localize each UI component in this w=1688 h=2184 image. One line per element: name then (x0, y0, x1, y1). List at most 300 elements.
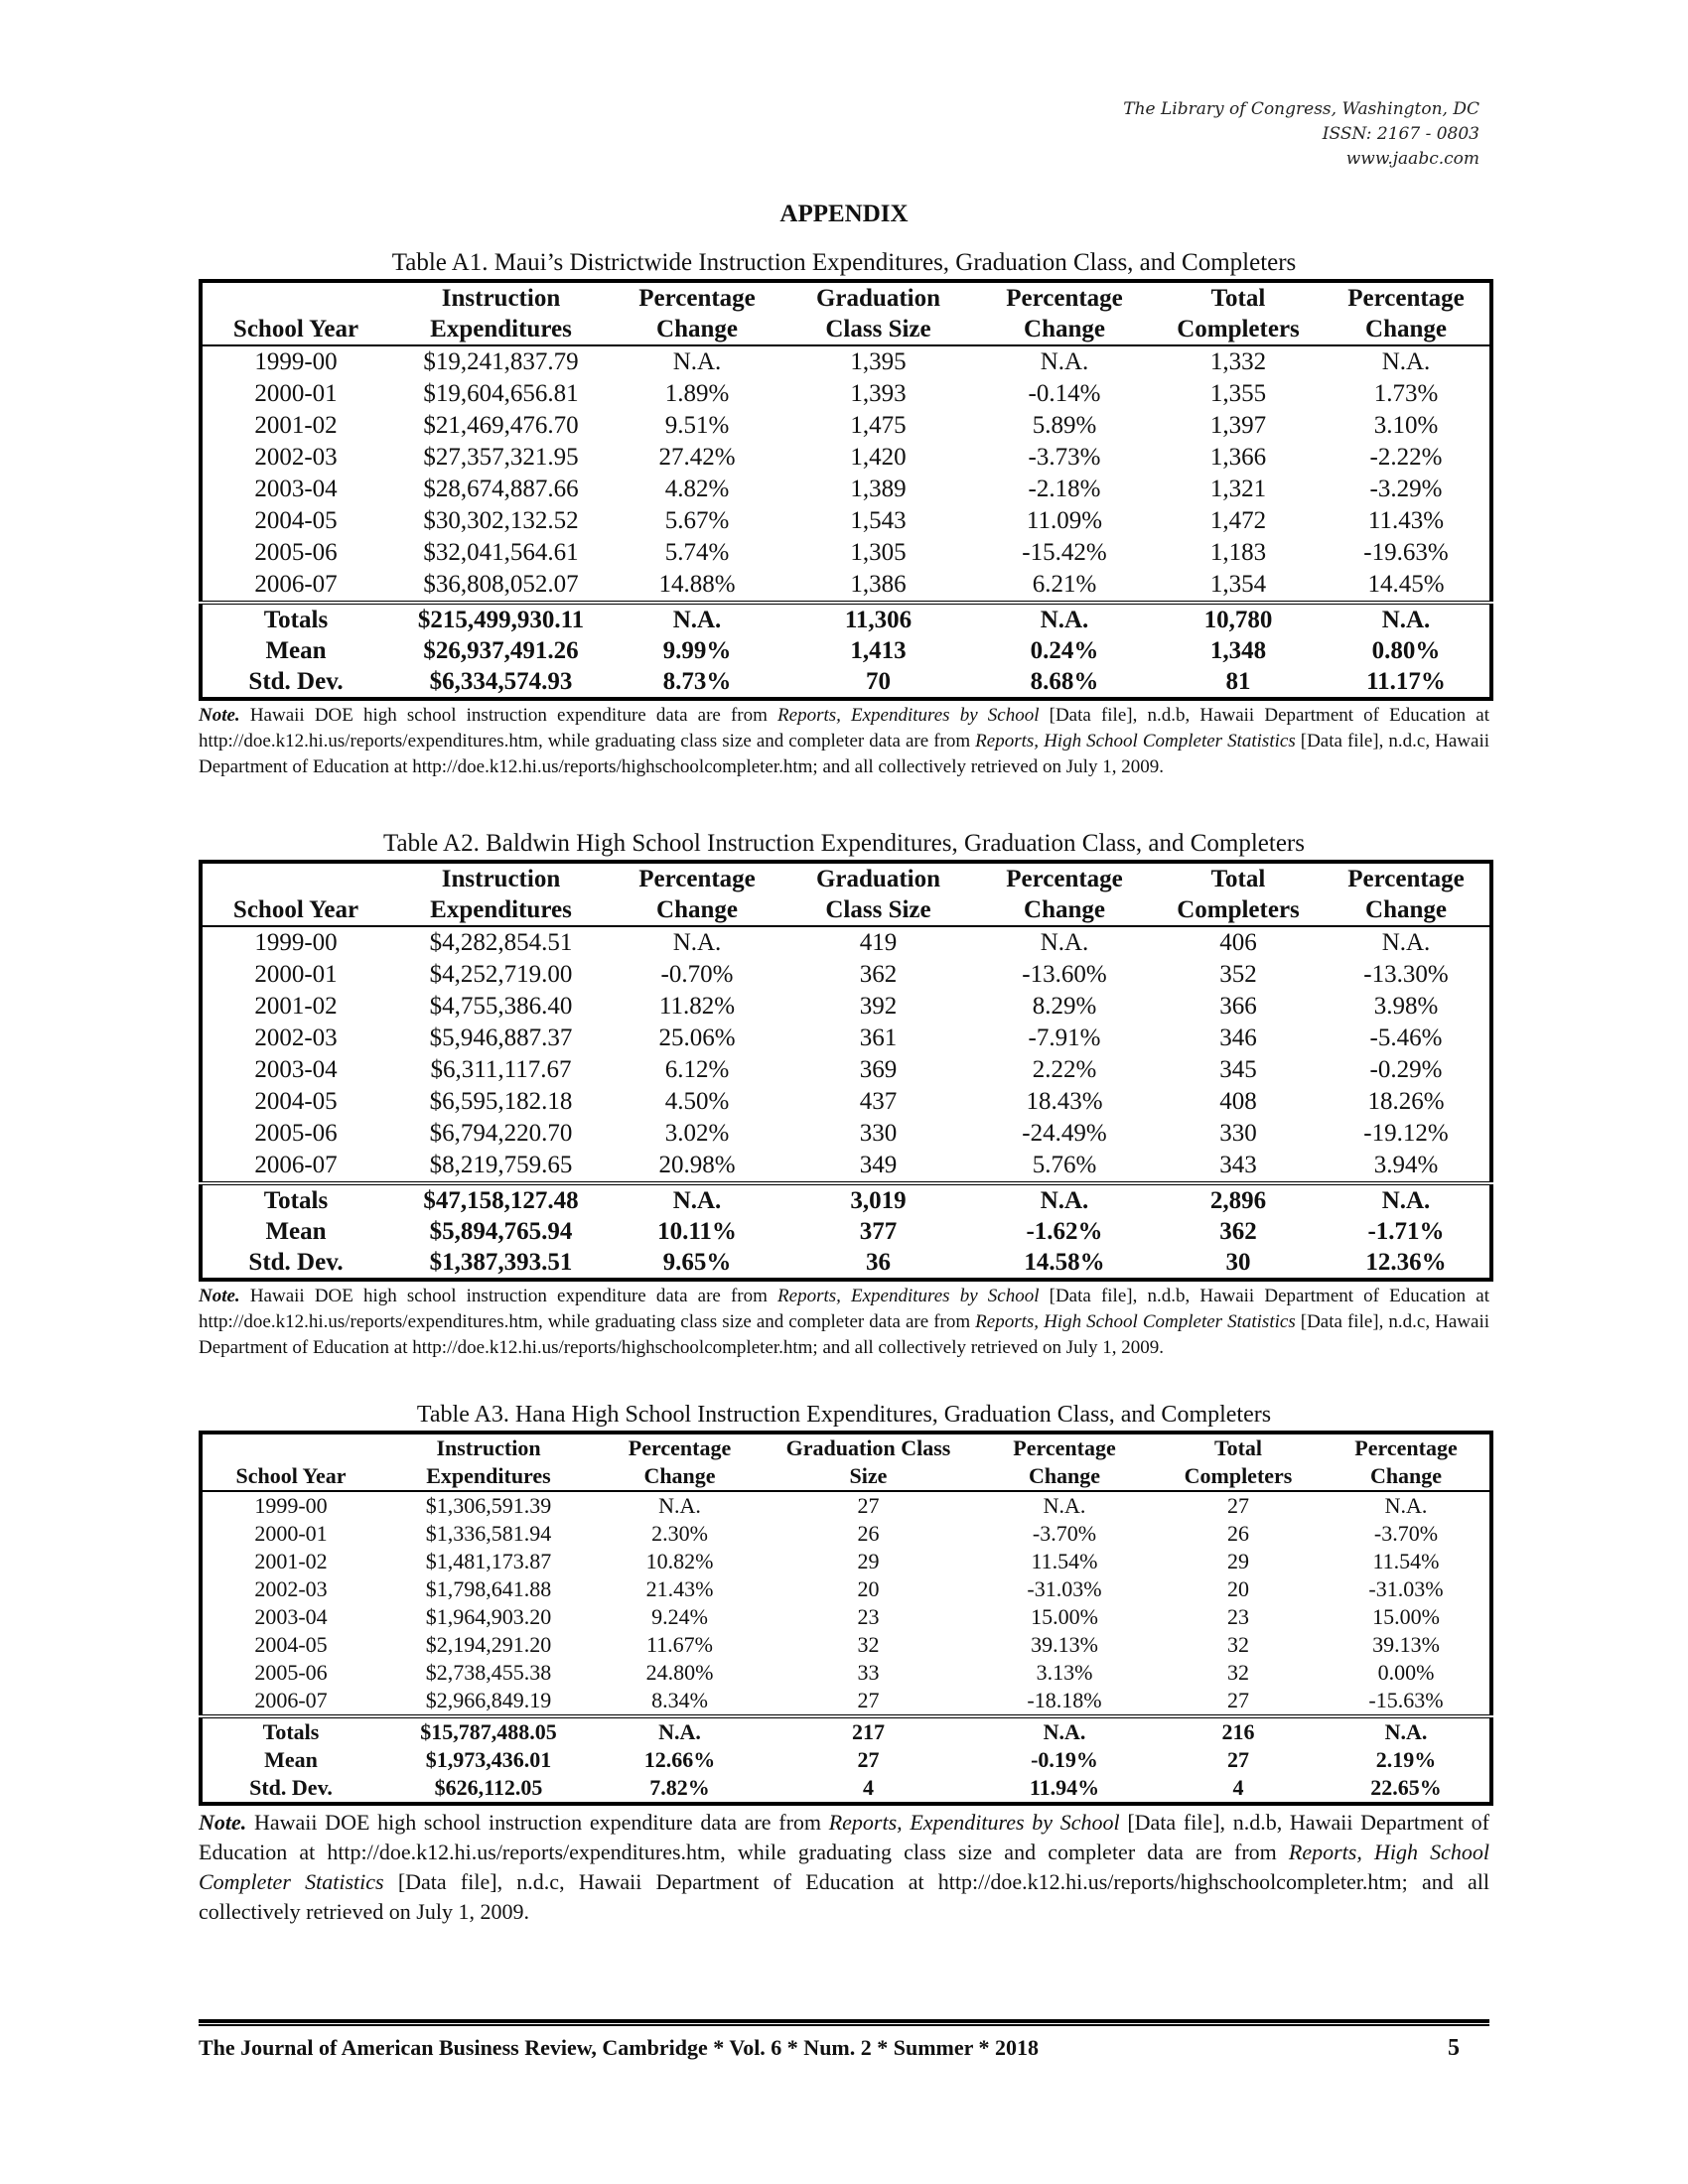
table-cell: 36 (866, 1249, 891, 1276)
table-cell: -0.29% (1369, 1056, 1443, 1083)
table-cell: 27.42% (658, 444, 736, 471)
table-cell: -31.03% (1027, 1576, 1102, 1601)
table-cell: $626,112.05 (434, 1775, 543, 1800)
table-cell: 27 (857, 1493, 880, 1518)
col-header: Total (1213, 1435, 1263, 1460)
table-cell: -2.18% (1028, 476, 1101, 502)
table-row (201, 1687, 1491, 1716)
table-cell: 29 (1227, 1549, 1249, 1573)
table-cell: 11.17% (1366, 668, 1446, 695)
row-label-cell: 2003-04 (254, 1056, 338, 1083)
summary-row (201, 1746, 1491, 1774)
table-caption: Table A1. Maui’s Districtwide Instruction Expenditures, Graduation Class, and Completers (391, 249, 1297, 276)
table-cell: 1,543 (850, 507, 907, 534)
note-source: Reports, Expenditures by School (777, 1286, 1040, 1306)
summary-row (201, 635, 1491, 666)
table-cell: 14.45% (1367, 571, 1445, 598)
col-header: Change (975, 1462, 1154, 1491)
table-cell: 6.12% (664, 1056, 730, 1083)
table-cell: 1,366 (1209, 444, 1267, 471)
table-cell: $6,311,117.67 (430, 1056, 572, 1083)
table-row (201, 1491, 1491, 1520)
row-label-cell: 1999-00 (254, 929, 338, 956)
table-cell: 362 (1219, 1218, 1257, 1245)
table-cell: 437 (859, 1088, 898, 1115)
table-cell: $32,041,564.61 (423, 539, 579, 566)
table-cell: $4,282,854.51 (429, 929, 573, 956)
table-row (201, 926, 1491, 959)
table-cell: 392 (859, 993, 898, 1020)
table-cell: -15.42% (1022, 539, 1107, 566)
table-cell: 1,321 (1209, 476, 1267, 502)
table-cell: -18.18% (1027, 1688, 1102, 1712)
table-cell: 419 (859, 929, 898, 956)
table-cell: -31.03% (1368, 1576, 1444, 1601)
col-header: Graduation (815, 285, 941, 312)
table-cell: 3.98% (1373, 993, 1439, 1020)
row-label-cell: 2005-06 (254, 1660, 328, 1685)
table-cell: $4,252,719.00 (429, 961, 573, 988)
table-cell: 2,896 (1154, 1183, 1323, 1216)
row-label-cell: 2001-02 (254, 1549, 328, 1573)
col-header: Class Size (781, 314, 975, 345)
table-cell: 4 (1232, 1775, 1244, 1800)
table-cell: N.A. (658, 1493, 701, 1518)
table-cell: $8,219,759.65 (429, 1152, 573, 1178)
table-cell: $5,946,887.37 (429, 1024, 573, 1051)
table-row (201, 1023, 1491, 1054)
table-cell: 352 (1219, 961, 1257, 988)
data-table (199, 279, 1493, 701)
table-cell: 9.65% (662, 1249, 732, 1276)
row-label-cell: Totals (201, 603, 389, 635)
table-row (201, 1520, 1491, 1548)
table-cell: N.A. (1381, 348, 1431, 375)
table-row (201, 474, 1491, 505)
table-cell: N.A. (1040, 929, 1089, 956)
row-label-cell: 2004-05 (254, 1088, 338, 1115)
table-cell: 26 (1227, 1521, 1249, 1546)
row-label-cell: 2006-07 (254, 1688, 328, 1712)
table-cell: $2,966,849.19 (425, 1688, 552, 1712)
col-header: Instruction (441, 285, 561, 312)
table-a1 (199, 248, 1489, 780)
table-cell: 21.43% (645, 1576, 714, 1601)
table-cell: 5.74% (664, 539, 730, 566)
table-cell: $28,674,887.66 (423, 476, 579, 502)
table-row (201, 1603, 1491, 1631)
table-cell: 4 (863, 1775, 874, 1800)
table-cell: 10.82% (645, 1549, 714, 1573)
table-cell: 361 (859, 1024, 898, 1051)
col-header: Graduation Class (785, 1435, 951, 1460)
table-cell: $27,357,321.95 (423, 444, 579, 471)
col-header: Change (613, 314, 781, 345)
table-note (199, 1284, 1489, 1361)
table-cell: N.A. (672, 929, 722, 956)
table-cell: $6,794,220.70 (429, 1120, 573, 1147)
table-note (199, 1808, 1489, 1927)
table-cell: 27 (1227, 1688, 1249, 1712)
journal-header (1123, 97, 1479, 172)
table-cell: N.A. (975, 1716, 1154, 1746)
row-label-cell: Mean (264, 1747, 318, 1772)
table-cell: 14.58% (1024, 1249, 1105, 1276)
row-label-cell: 2001-02 (254, 412, 338, 439)
table-cell: 20.98% (658, 1152, 736, 1178)
table-cell: $19,604,656.81 (423, 380, 579, 407)
journal-citation: The Journal of American Business Review, Cambridge * Vol. 6 * Num. 2 * Summer * 2018 (199, 2035, 1040, 2060)
header-library: The Library of Congress, Washington, DC (1123, 99, 1479, 119)
col-header: Change (598, 1462, 762, 1491)
table-cell: 8.68% (1030, 668, 1099, 695)
table-cell: 26 (857, 1521, 880, 1546)
table-a2 (199, 829, 1489, 1361)
col-header: Percentage (638, 285, 756, 312)
table-cell: 8.29% (1032, 993, 1097, 1020)
col-header: Percentage (1354, 1435, 1458, 1460)
table-cell: -3.73% (1028, 444, 1101, 471)
table-cell: N.A. (598, 1716, 762, 1746)
table-cell: 22.65% (1370, 1775, 1442, 1800)
col-header: Change (1323, 314, 1491, 345)
table-row (201, 1150, 1491, 1183)
row-label-cell: Std. Dev. (248, 668, 344, 695)
col-header: School Year (201, 314, 389, 345)
table-row (201, 1118, 1491, 1150)
table-cell: 1,332 (1209, 348, 1267, 375)
table-row (201, 505, 1491, 537)
col-header: Percentage (1347, 866, 1465, 892)
table-cell: 0.80% (1371, 637, 1441, 664)
row-label-cell: 2006-07 (254, 571, 338, 598)
table-cell: 27 (1227, 1493, 1249, 1518)
note-label: Note. (199, 705, 240, 726)
table-cell: 366 (1219, 993, 1257, 1020)
row-label-cell: 2001-02 (254, 993, 338, 1020)
row-label-cell: 1999-00 (254, 348, 338, 375)
table-row (201, 1548, 1491, 1575)
table-row (201, 959, 1491, 991)
table-row (201, 1575, 1491, 1603)
table-cell: 1,393 (850, 380, 907, 407)
row-label-cell: Std. Dev. (248, 1249, 344, 1276)
table-cell: 11.94% (1029, 1775, 1100, 1800)
col-header (201, 281, 389, 314)
table-cell: $26,937,491.26 (423, 637, 579, 664)
col-header: Percentage (638, 866, 756, 892)
table-cell: $1,481,173.87 (425, 1549, 552, 1573)
table-row (201, 1659, 1491, 1687)
table-cell: 11,306 (781, 603, 975, 635)
table-row (201, 537, 1491, 569)
col-header: Percentage (1347, 285, 1465, 312)
table-cell: 23 (1227, 1604, 1249, 1629)
table-cell: -3.29% (1369, 476, 1443, 502)
table-cell: 70 (866, 668, 891, 695)
table-cell: 1,389 (850, 476, 907, 502)
table-cell: 1,355 (1209, 380, 1267, 407)
table-cell: 1,413 (850, 637, 907, 664)
table-cell: 33 (857, 1660, 880, 1685)
table-cell: 3.02% (664, 1120, 730, 1147)
table-cell: -3.70% (1373, 1521, 1439, 1546)
table-cell: -24.49% (1022, 1120, 1107, 1147)
summary-row (201, 603, 1491, 635)
table-cell: $2,194,291.20 (425, 1632, 552, 1657)
table-cell: 30 (1225, 1249, 1251, 1276)
row-label-cell: 1999-00 (254, 1493, 328, 1518)
note-text: [Data file], n.d.b, Hawaii Department of Education at http://doe.k12.hi.us/reports/expenditures.htm, while graduating class size and completer data are from (199, 705, 1489, 751)
table-cell: $30,302,132.52 (423, 507, 579, 534)
table-cell: 15.00% (1372, 1604, 1440, 1629)
col-header: Change (1323, 894, 1491, 926)
row-label-cell: 2002-03 (254, 1024, 338, 1051)
table-cell: 11.54% (1031, 1549, 1098, 1573)
table-cell: 349 (859, 1152, 898, 1178)
row-label-cell: 2000-01 (254, 961, 338, 988)
table-cell: 1,305 (850, 539, 907, 566)
table-cell: 11.43% (1367, 507, 1445, 534)
table-row (201, 1086, 1491, 1118)
table-cell: 408 (1219, 1088, 1257, 1115)
table-cell: N.A. (613, 1183, 781, 1216)
table-row (201, 410, 1491, 442)
table-cell: $1,387,393.51 (429, 1249, 573, 1276)
table-cell: N.A. (1043, 1493, 1086, 1518)
table-cell: N.A. (672, 348, 722, 375)
col-header: Instruction (441, 866, 561, 892)
table-row (201, 442, 1491, 474)
table-cell: 25.06% (658, 1024, 736, 1051)
table-cell: -13.30% (1363, 961, 1449, 988)
note-text: [Data file], n.d.b, Hawaii Department of Education at http://doe.k12.hi.us/reports/expenditures.htm, while graduating class size and completer data are from (199, 1810, 1489, 1864)
col-header: Percentage (1006, 866, 1123, 892)
table-cell: 14.88% (658, 571, 736, 598)
header-website: www.jaabc.com (1345, 149, 1479, 169)
table-cell: -0.19% (1031, 1747, 1098, 1772)
note-text: [Data file], n.d.c, Hawaii Department of Education at http://doe.k12.hi.us/reports/highschoolcompleter.htm; and all collectively retrieved on July 1, 2009. (199, 1869, 1490, 1924)
summary-row (201, 666, 1491, 699)
data-table (199, 1431, 1493, 1806)
table-cell: 10,780 (1154, 603, 1323, 635)
col-header: School Year (201, 1462, 379, 1491)
table-cell: 0.00% (1377, 1660, 1435, 1685)
row-label-cell: 2002-03 (254, 444, 338, 471)
table-cell: 4.82% (664, 476, 730, 502)
row-label-cell: Std. Dev. (249, 1775, 333, 1800)
table-cell: -15.63% (1368, 1688, 1444, 1712)
table-cell: $1,306,591.39 (425, 1493, 552, 1518)
table-cell: N.A. (1040, 348, 1089, 375)
footer-rule (199, 2019, 1489, 2026)
table-cell: 369 (859, 1056, 898, 1083)
table-cell: N.A. (613, 603, 781, 635)
table-cell: 32 (1227, 1632, 1249, 1657)
table-cell: 18.26% (1367, 1088, 1445, 1115)
table-cell: 1.89% (664, 380, 730, 407)
col-header: Completers (1154, 894, 1323, 926)
table-cell: 29 (857, 1549, 880, 1573)
col-header: Class Size (781, 894, 975, 926)
table-cell: 216 (1154, 1716, 1323, 1746)
table-cell: 1,475 (850, 412, 907, 439)
row-label-cell: Totals (201, 1716, 379, 1746)
col-header: Change (975, 314, 1154, 345)
table-cell: 1,183 (1209, 539, 1267, 566)
table-cell: 377 (859, 1218, 898, 1245)
table-cell: 1,348 (1209, 637, 1267, 664)
table-cell: 24.80% (645, 1660, 714, 1685)
table-cell: 217 (762, 1716, 975, 1746)
table-cell: 32 (1227, 1660, 1249, 1685)
table-cell: 5.76% (1032, 1152, 1097, 1178)
table-cell: -3.70% (1032, 1521, 1097, 1546)
table-cell: 39.13% (1031, 1632, 1098, 1657)
table-cell: 0.24% (1030, 637, 1099, 664)
table-cell: N.A. (1323, 1716, 1491, 1746)
summary-row (201, 1216, 1491, 1247)
table-row (201, 345, 1491, 378)
col-header: Expenditures (389, 894, 613, 926)
note-source: Reports, High School Completer Statistics (199, 1840, 1489, 1894)
table-cell: $1,798,641.88 (425, 1576, 552, 1601)
col-header: Instruction (436, 1435, 541, 1460)
col-header: Change (1323, 1462, 1491, 1491)
table-cell: 8.34% (651, 1688, 708, 1712)
table-cell: -19.63% (1363, 539, 1449, 566)
table-cell: 1,386 (850, 571, 907, 598)
table-row (201, 1631, 1491, 1659)
row-label-cell: 2005-06 (254, 1120, 338, 1147)
table-cell: 11.82% (658, 993, 736, 1020)
col-header: Completers (1154, 1462, 1323, 1491)
col-header: Total (1210, 866, 1266, 892)
col-header: Total (1210, 285, 1266, 312)
row-label-cell: 2005-06 (254, 539, 338, 566)
row-label-cell: 2003-04 (254, 1604, 328, 1629)
table-caption: Table A2. Baldwin High School Instruction Expenditures, Graduation Class, and Completers (383, 830, 1305, 857)
col-header: Change (975, 894, 1154, 926)
summary-row (201, 1774, 1491, 1804)
table-cell: $47,158,127.48 (389, 1183, 613, 1216)
table-row (201, 1054, 1491, 1086)
table-cell: 4.50% (664, 1088, 730, 1115)
table-cell: 3.94% (1373, 1152, 1439, 1178)
table-cell: -0.70% (660, 961, 734, 988)
table-cell: 20 (857, 1576, 880, 1601)
table-cell: 12.66% (643, 1747, 716, 1772)
table-cell: $21,469,476.70 (423, 412, 579, 439)
table-cell: 11.67% (645, 1632, 713, 1657)
summary-row (201, 1716, 1491, 1746)
table-cell: 343 (1219, 1152, 1257, 1178)
col-header: Graduation (815, 866, 941, 892)
table-a3 (199, 1400, 1489, 1927)
table-cell: 11.54% (1372, 1549, 1440, 1573)
table-cell: 23 (857, 1604, 880, 1629)
table-cell: 2.30% (651, 1521, 708, 1546)
col-header: Percentage (628, 1435, 732, 1460)
col-header: School Year (201, 894, 389, 926)
table-cell: $2,738,455.38 (425, 1660, 552, 1685)
table-cell: -0.14% (1028, 380, 1101, 407)
table-cell: $15,787,488.05 (379, 1716, 598, 1746)
table-cell: 1,397 (1209, 412, 1267, 439)
row-label-cell: Mean (265, 637, 327, 664)
table-cell: 5.89% (1032, 412, 1097, 439)
table-cell: -19.12% (1363, 1120, 1449, 1147)
row-label-cell: 2006-07 (254, 1152, 338, 1178)
row-label-cell: Totals (201, 1183, 389, 1216)
table-cell: 27 (1227, 1747, 1249, 1772)
table-cell: 1,472 (1209, 507, 1267, 534)
table-cell: 5.67% (664, 507, 730, 534)
header-issn: ISSN: 2167 - 0803 (1322, 124, 1479, 144)
row-label-cell: 2004-05 (254, 1632, 328, 1657)
table-cell: 15.00% (1031, 1604, 1098, 1629)
table-cell: 9.24% (651, 1604, 708, 1629)
page-number: 5 (1448, 2035, 1460, 2061)
col-header: Expenditures (389, 314, 613, 345)
table-cell: 27 (857, 1747, 880, 1772)
appendix-title: APPENDIX (779, 201, 909, 227)
table-cell: 18.43% (1026, 1088, 1103, 1115)
col-header: Completers (1154, 314, 1323, 345)
table-cell: 3.13% (1036, 1660, 1093, 1685)
table-cell: $215,499,930.11 (389, 603, 613, 635)
col-header: Percentage (1013, 1435, 1116, 1460)
table-cell: 3,019 (781, 1183, 975, 1216)
table-cell: -1.62% (1026, 1218, 1103, 1245)
row-label-cell: 2000-01 (254, 1521, 328, 1546)
col-header: Change (613, 894, 781, 926)
table-cell: 32 (857, 1632, 880, 1657)
table-cell: N.A. (1323, 1183, 1491, 1216)
table-row (201, 378, 1491, 410)
table-cell: 7.82% (649, 1775, 710, 1800)
note-text: [Data file], n.d.b, Hawaii Department of Education at http://doe.k12.hi.us/reports/expenditures.htm, while graduating class size and completer data are from (199, 1286, 1489, 1332)
table-cell: 39.13% (1372, 1632, 1440, 1657)
table-cell: $36,808,052.07 (423, 571, 579, 598)
col-header: Expenditures (379, 1462, 598, 1491)
table-cell: 330 (859, 1120, 898, 1147)
table-cell: 27 (857, 1688, 880, 1712)
table-cell: -7.91% (1028, 1024, 1101, 1051)
table-cell: 9.51% (664, 412, 730, 439)
table-cell: $5,894,765.94 (429, 1218, 573, 1245)
table-cell: $1,964,903.20 (425, 1604, 552, 1629)
note-source: Reports, High School Completer Statistics (975, 731, 1296, 751)
row-label-cell: 2002-03 (254, 1576, 328, 1601)
table-row (201, 569, 1491, 603)
table-cell: $4,755,386.40 (429, 993, 573, 1020)
table-cell: 330 (1219, 1120, 1257, 1147)
table-cell: 1,395 (850, 348, 907, 375)
table-cell: -2.22% (1369, 444, 1443, 471)
table-cell: 12.36% (1365, 1249, 1447, 1276)
note-label: Note. (199, 1286, 240, 1306)
table-cell: 8.73% (662, 668, 732, 695)
note-text: Hawaii DOE high school instruction expenditure data are from (239, 705, 778, 726)
data-table (199, 860, 1493, 1282)
note-source: Reports, Expenditures by School (777, 705, 1040, 726)
table-cell: 362 (859, 961, 898, 988)
table-cell: 20 (1227, 1576, 1249, 1601)
row-label-cell: 2004-05 (254, 507, 338, 534)
table-cell: 2.22% (1032, 1056, 1097, 1083)
table-cell: 6.21% (1032, 571, 1097, 598)
